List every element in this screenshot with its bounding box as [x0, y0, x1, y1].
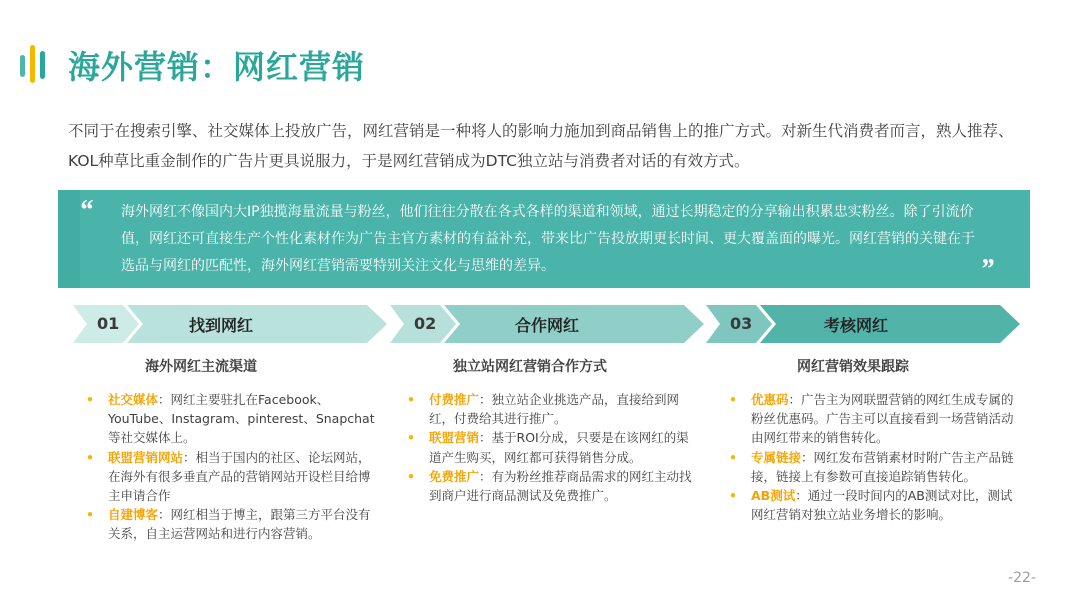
bullet-icon: • — [407, 430, 415, 446]
item-keyword: AB测试 — [751, 488, 796, 504]
item-keyword: 优惠码 — [751, 392, 789, 407]
intro-paragraph: 不同于在搜索引擎、社交媒体上投放广告，网红营销是一种将人的影响力施加到商品销售上的推广方式。对新生代消费者而言，熟人推荐、 KOL种草比重金制作的广告片更具说服力，于是网红营销成为DTC独立站与消费者对话的有效方式。 — [68, 122, 1014, 170]
step-3 — [706, 305, 1022, 343]
item-keyword: 付费推广 — [429, 392, 480, 407]
item-keyword: 联盟营销网站 — [108, 449, 184, 465]
column-3-list — [727, 390, 1019, 524]
close-quote-icon: ” — [980, 254, 994, 285]
item-keyword: 社交媒体 — [108, 392, 159, 407]
item-keyword: 免费推广 — [429, 468, 480, 484]
item-keyword: 专属链接 — [751, 449, 802, 465]
bullet-icon: • — [86, 392, 94, 407]
item-keyword: 自建博客 — [108, 507, 159, 523]
list-item — [405, 390, 697, 428]
page-number: -22- — [1008, 570, 1036, 586]
column-2-heading: 独立站网红营销合作方式 — [453, 359, 607, 375]
item-text: ：网红主要驻扎在Facebook、YouTube、Instagram、pinterest、Snapchat等社交媒体上。 — [108, 392, 375, 446]
step-2 — [390, 305, 706, 343]
bullet-icon: • — [86, 449, 94, 465]
item-text: ：相当于国内的社区、论坛网站，在海外有很多垂直产品的营销网站开设栏目给博主申请合作 — [108, 449, 371, 504]
list-item — [84, 390, 380, 448]
bullet-icon: • — [729, 449, 737, 465]
step-2-label: 合作网红 — [515, 316, 580, 335]
quote-text: 海外网红不像国内大IP独揽海量流量与粉丝，他们往往分散在各式各样的渠道和领域，通过长期稳定的分享输出积累忠实粉丝。除了引流价值，网红还可直接生产个性化素材作为广告主官方素材的有益补充，带来比广告投放期更长时间、更大覆盖面的曝光。网红营销的关键在于选品与网红的匹配性，海外网红营销需要特别关注文化与思维的差异。 — [121, 204, 975, 274]
item-text: ：基于ROI分成，只要是在该网红的渠道产生购买，网红都可获得销售分成。 — [429, 430, 689, 465]
step-1 — [73, 305, 389, 343]
list-item — [84, 448, 380, 506]
list-item — [727, 448, 1019, 486]
list-item — [405, 467, 697, 505]
title-logo-bars-icon — [20, 45, 46, 83]
bullet-icon: • — [407, 468, 415, 484]
item-text: ：网红相当于博主，跟第三方平台没有关系，自主运营网站和进行内容营销。 — [108, 507, 371, 542]
step-1-number: 01 — [97, 314, 120, 333]
bullet-icon: • — [86, 507, 94, 523]
list-item — [727, 486, 1019, 524]
list-item — [84, 505, 380, 543]
step-3-label: 考核网红 — [824, 316, 889, 335]
item-text: ：广告主为网联盟营销的网红生成专属的粉丝优惠码。广告主可以直接看到一场营销活动由网红带来的销售转化。 — [751, 392, 1014, 446]
bullet-icon: • — [407, 392, 415, 407]
item-text: ：网红发布营销素材时附广告主产品链接，链接上有参数可直接追踪销售转化。 — [751, 449, 1014, 484]
bullet-icon: • — [729, 488, 737, 504]
step-3-number: 03 — [730, 314, 753, 333]
open-quote-icon: “ — [79, 195, 93, 226]
column-1-heading: 海外网红主流渠道 — [145, 359, 257, 375]
item-text: ：有为粉丝推荐商品需求的网红主动找到商户进行商品测试及免费推广。 — [429, 468, 692, 504]
list-item — [405, 428, 697, 466]
item-keyword: 联盟营销 — [429, 430, 480, 446]
list-item — [727, 390, 1019, 448]
item-text: ：独立站企业挑选产品，直接给到网红，付费给其进行推广。 — [429, 392, 680, 427]
step-2-number: 02 — [414, 314, 437, 333]
bullet-icon: • — [729, 392, 737, 407]
column-2-list — [405, 390, 697, 505]
item-text: ：通过一段时间内的AB测试对比，测试网红营销对独立站业务增长的影响。 — [751, 488, 1013, 523]
page-title: 海外营销：网红营销 — [68, 48, 366, 86]
step-1-label: 找到网红 — [189, 316, 254, 335]
column-1-list — [84, 390, 380, 544]
column-3-heading: 网红营销效果跟踪 — [797, 359, 909, 375]
